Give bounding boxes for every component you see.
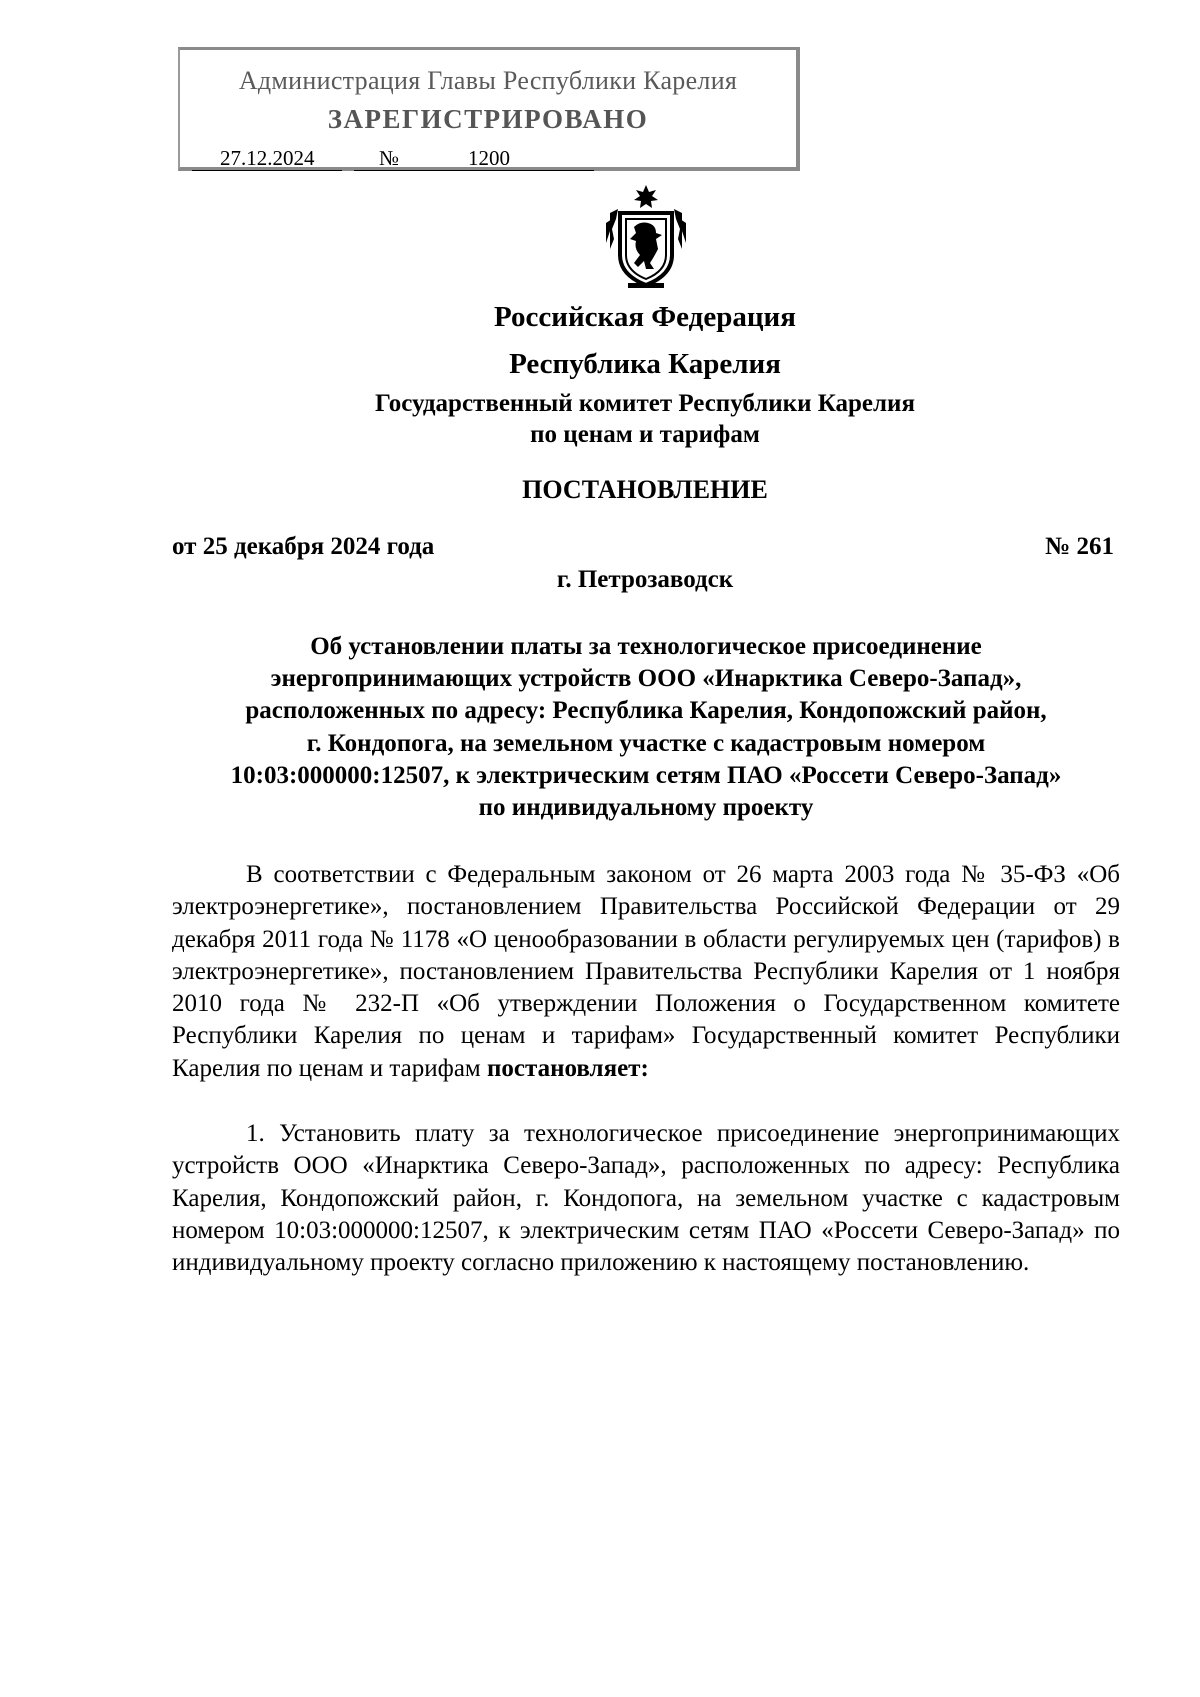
document-city: г. Петрозаводск (556, 566, 734, 593)
country-title: Российская Федерация (494, 301, 796, 333)
document-date: от 25 декабря 2024 года (172, 533, 435, 560)
subject-line: Об установлении платы за технологическое присоединение (310, 633, 982, 660)
subject-line: расположенных по адресу: Республика Карелия, Кондопожский район, (245, 697, 1047, 725)
resolves-word: постановляет: (487, 1054, 649, 1082)
stamp-reg-date: 27.12.2024 (220, 146, 315, 170)
document-type: ПОСТАНОВЛЕНИЕ (522, 475, 768, 504)
karelia-coat-of-arms-icon (604, 183, 688, 290)
subject-line: по индивидуальному проекту (478, 794, 814, 822)
registration-stamp (178, 47, 800, 171)
committee-title-line2: по ценам и тарифам (530, 421, 760, 448)
preamble-paragraph (172, 859, 1120, 1085)
stamp-number-sign: № (379, 146, 400, 170)
item-1-paragraph: 1. Установить плату за технологическое присоединение энергопринимающих устройств ООО «Инарктика Северо-Запад», расположенных по адресу: Республика Карелия, Кондопожский район, г. Кондопога, на земельном участке с кадастровым номером 10:03:000000:12507, к электрическим сетям ПАО «Россети Северо-Запад» по индивидуальному проекту согласно приложению к настоящему постановлению. (172, 1120, 1120, 1277)
committee-title-line1: Государственный комитет Республики Карелия (375, 390, 915, 417)
subject-line: 10:03:000000:12507, к электрическим сетям ПАО «Россети Северо-Запад» (230, 761, 1062, 789)
document-subject (172, 631, 1120, 824)
stamp-organization: Администрация Главы Республики Карелия (238, 66, 738, 95)
subject-line: энергопринимающих устройств ООО «Инарктика Северо-Запад», (270, 665, 1022, 693)
stamp-reg-number: 1200 (468, 146, 510, 170)
stamp-status: ЗАРЕГИСТРИРОВАНО (327, 104, 649, 134)
document-number: № 261 (1045, 533, 1114, 560)
republic-title: Республика Карелия (509, 348, 781, 380)
subject-line: г. Кондопога, на земельном участке с кадастровым номером (306, 729, 986, 757)
preamble-text: В соответствии с Федеральным законом от 26 марта 2003 года № 35-ФЗ «Об электроэнергетике», постановлением Правительства Российской Федерации от 29 декабря 2011 года № 1178 «О ценообразовании в области регулируемых цен (тарифов) в электроэнергетике», постановлением Правительства Республики Карелия от 1 ноября 2010 года № 232-П «Об утверждении Положения о Государственном комитете Республики Карелия по ценам и тарифам» Государственный комитет Республики Карелия по ценам и тарифам (172, 861, 1120, 1082)
